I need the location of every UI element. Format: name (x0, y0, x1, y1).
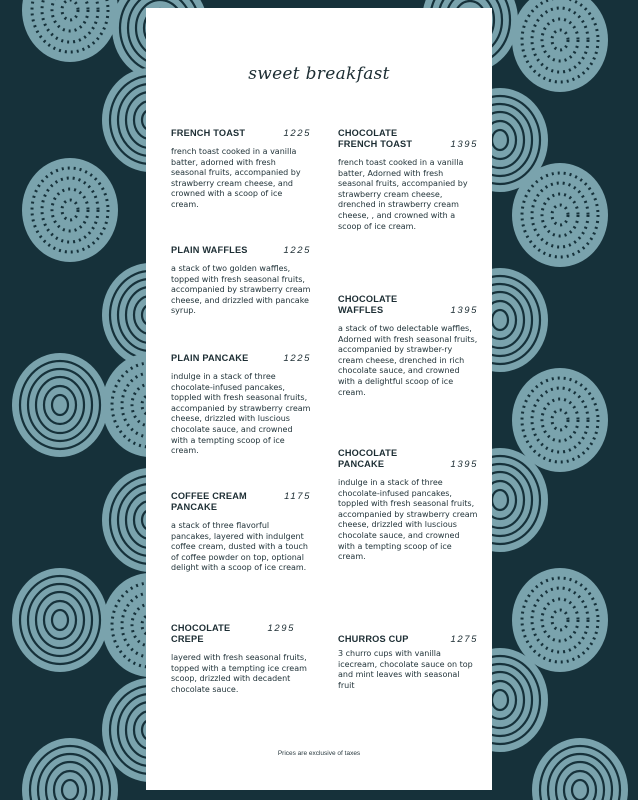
item-name: COFFEE CREAM PANCAKE (171, 491, 247, 512)
item-price: 1395 (450, 305, 478, 316)
item-name: CHURROS CUP (338, 634, 409, 644)
item-name: PLAIN PANCAKE (171, 353, 249, 363)
menu-item-french-toast (171, 128, 311, 211)
item-description: a stack of two golden waffles, topped with fresh seasonal fruits, accompanied by strawberry cream cheese, and drizzled with pancake syrup. (171, 264, 311, 316)
item-description: a stack of three flavorful pancakes, layered with indulgent coffee cream, dusted with a touch of coffee powder on top, optional delight with a scoop of ice cream. (171, 521, 308, 573)
item-price: 1295 (267, 623, 295, 634)
menu-item-plain-pancake (171, 353, 311, 457)
item-name: CHOCOLATE FRENCH TOAST (338, 128, 413, 149)
menu-item-churros-cup (338, 634, 478, 691)
item-description: indulge in a stack of three chocolate-infused pancakes, toppled with fresh seasonal fruits, accompanied by strawberry cream cheese, drizzled with luscious chocolate sauce, and crowned with a tempting scoop of ice cream. (171, 372, 311, 456)
menu-item-plain-waffles (171, 245, 311, 317)
item-description: layered with fresh seasonal fruits, topped with a tempting ice cream scoop, drizzled with decadent chocolate sauce. (171, 653, 307, 694)
item-price: 1225 (283, 353, 311, 364)
item-price: 1275 (450, 634, 478, 645)
item-name: FRENCH TOAST (171, 128, 246, 138)
tax-note: Prices are exclusive of taxes (277, 750, 361, 757)
item-description: a stack of two delectable waffles, Adorned with fresh seasonal fruits, accompanied by strawber-ry cream cheese, drenched in rich chocolate sauce, and crowned with a delightful scoop of ice cream. (338, 324, 478, 397)
menu-item-chocolate-crepe (171, 623, 311, 695)
item-price: 1225 (283, 245, 311, 256)
menu-item-coffee-cream-pancake (171, 491, 311, 574)
item-name: CHOCOLATE PANCAKE (338, 448, 398, 469)
item-price: 1175 (284, 491, 311, 502)
menu-page (146, 8, 492, 790)
menu-title: sweet breakfast (248, 64, 390, 84)
item-description: french toast cooked in a vanilla batter, Adorned with fresh seasonal fruits, accompanied by strawberry cream cheese, drenched in strawberry cream cheese, , and crowned with a scoop of ice cream. (338, 158, 468, 231)
menu-item-chocolate-waffles (338, 294, 478, 398)
item-name: CHOCOLATE CREPE (171, 623, 231, 644)
item-description: french toast cooked in a vanilla batter, adorned with fresh seasonal fruits, accompanied by strawberry cream cheese, and crowned with a scoop of ice cream. (171, 147, 301, 209)
item-price: 1225 (283, 128, 311, 139)
item-price: 1395 (450, 139, 478, 150)
item-name: PLAIN WAFFLES (171, 245, 248, 255)
item-description: indulge in a stack of three chocolate-infused pancakes, toppled with fresh seasonal fruits, accompanied by strawberry cream cheese, drizzled with luscious chocolate sauce, and crowned with a tempting scoop of ice cream. (338, 478, 478, 562)
menu-item-chocolate-pancake (338, 448, 478, 563)
item-description: 3 churro cups with vanilla icecream, chocolate sauce on top and mint leaves with seasonal fruit (338, 649, 473, 690)
item-name: CHOCOLATE WAFFLES (338, 294, 398, 315)
menu-item-chocolate-french-toast (338, 128, 478, 232)
item-price: 1395 (450, 459, 478, 470)
